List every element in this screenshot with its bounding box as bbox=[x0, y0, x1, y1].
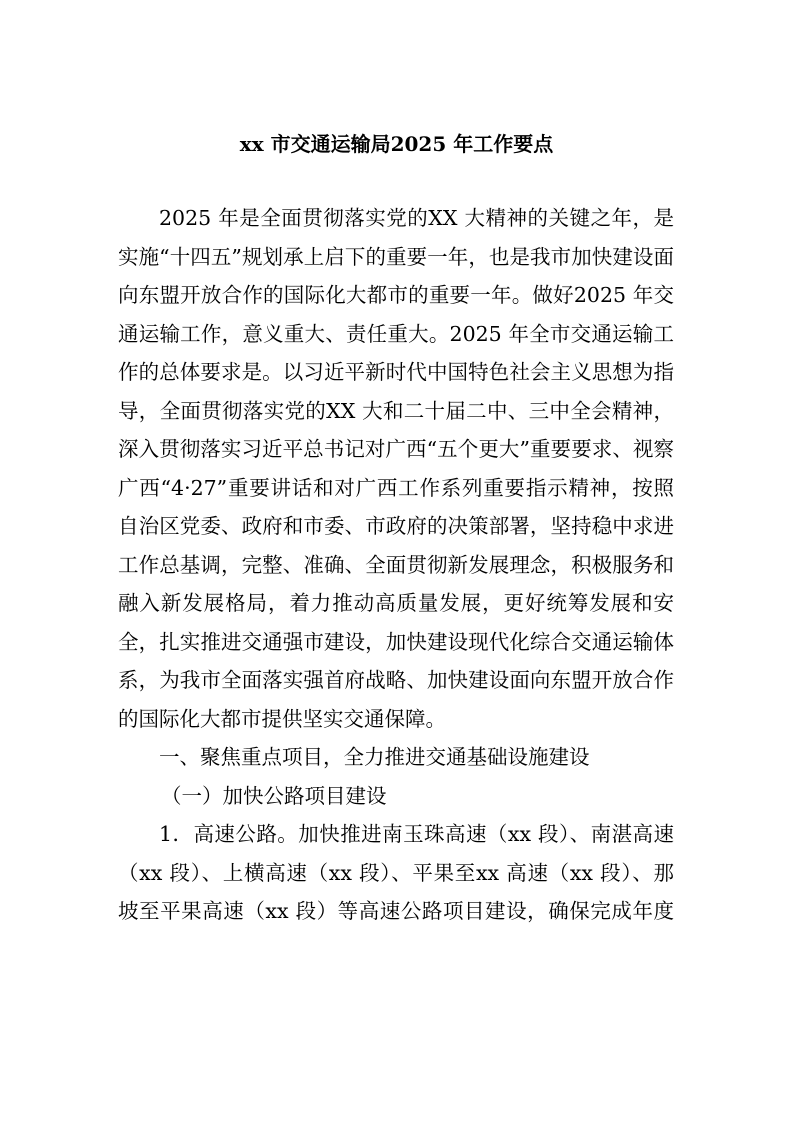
subsection-heading-1-1: （一）加快公路项目建设 bbox=[161, 783, 387, 808]
list-item-1: 1．高速公路。加快推进南玉珠高速（xx 段）、南湛高速（xx 段）、上横高速（xx 段）、平果至xx 高速（xx 段）、那坡至平果高速（xx 段）等高速公路项目建设，确保完成年度 bbox=[118, 822, 674, 923]
section-heading-1: 一、聚焦重点项目，全力推进交通基础设施建设 bbox=[159, 745, 590, 769]
document-title: xx 市交通运输局2025 年工作要点 bbox=[239, 132, 554, 156]
document-body bbox=[118, 199, 674, 931]
intro-paragraph: 2025 年是全面贯彻落实党的XX 大精神的关键之年，是实施“十四五”规划承上启下的重要一年，也是我市加快建设面向东盟开放合作的国际化大都市的重要一年。做好2025 年交通运输工作，意义重大、责任重大。2025 年全市交通运输工作的总体要求是。以习近平新时代中国特色社会主义思想为指导，全面贯彻落实党的XX 大和二十届二中、三中全会精神，深入贯彻落实习近平总书记对广西“五个更大”重要要求、视察广西“4·27”重要讲话和对广西工作系列重要指示精神，按照自治区党委、政府和市委、市政府的决策部署，坚持稳中求进工作总基调，完整、准确、全面贯彻新发展理念，积极服务和融入新发展格局，着力推动高质量发展，更好统筹发展和安全，扎实推进交通强市建设，加快建设现代化综合交通运输体系，为我市全面落实强首府战略、加快建设面向东盟开放合作的国际化大都市提供坚实交通保障。 bbox=[118, 206, 674, 731]
